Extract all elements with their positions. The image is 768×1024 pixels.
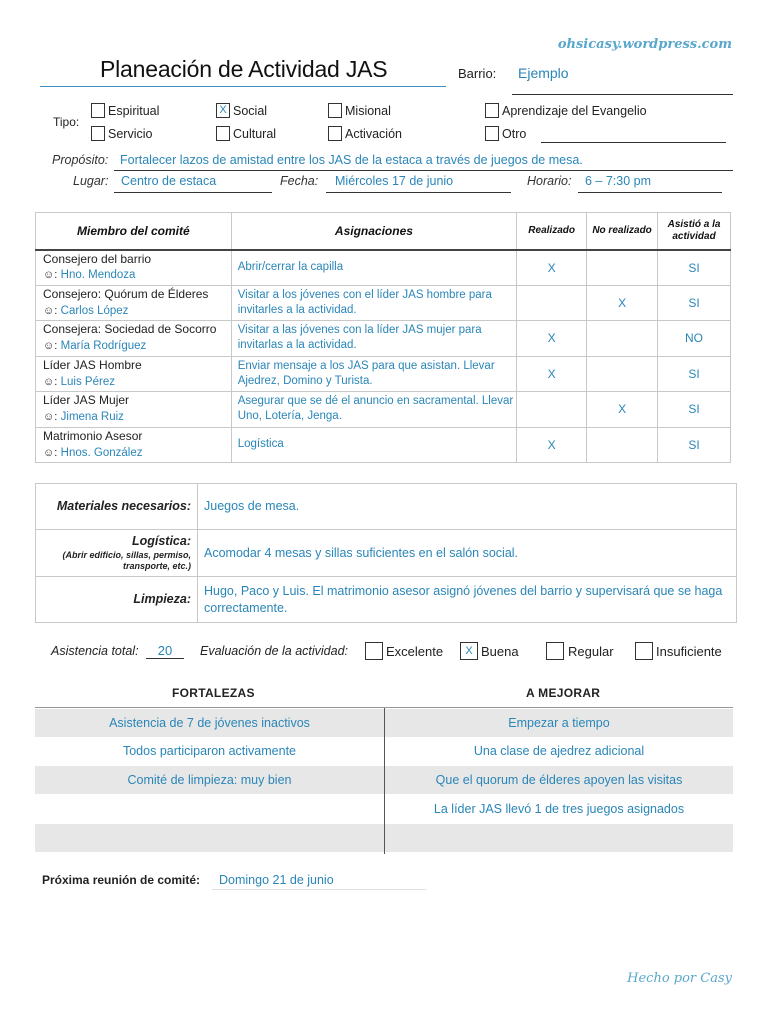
- lugar-label: Lugar:: [73, 174, 109, 188]
- attended-cell[interactable]: SI: [658, 250, 731, 286]
- smiley-icon: ☺:: [43, 411, 58, 424]
- member-role: Consejero del barrio: [43, 251, 152, 266]
- mejorar-item[interactable]: Una clase de ajedrez adicional: [473, 744, 645, 758]
- option-label: Buena: [481, 643, 519, 659]
- col-header-no-realizado: No realizado: [587, 213, 658, 250]
- eval-option-insuficiente[interactable]: [635, 642, 722, 660]
- horario-field[interactable]: 6 – 7:30 pm: [585, 174, 652, 188]
- barrio-field[interactable]: Ejemplo: [518, 65, 569, 81]
- tipo-label: Tipo:: [53, 115, 80, 129]
- table-row: [36, 530, 737, 577]
- attended-cell[interactable]: NO: [658, 321, 731, 357]
- col-header-asignaciones: Asignaciones: [231, 213, 516, 250]
- not-done-cell[interactable]: [587, 321, 658, 357]
- tipo-option-otro[interactable]: [485, 126, 526, 141]
- proxima-underline: [212, 889, 426, 890]
- proposito-field[interactable]: Fortalecer lazos de amistad entre los JAS de la estaca a través de juegos de mesa.: [120, 153, 583, 167]
- table-row: [36, 356, 731, 392]
- footer-credit: Hecho por Casy: [627, 971, 732, 986]
- table-header-row: [36, 213, 731, 250]
- member-role: Líder JAS Mujer: [43, 393, 130, 408]
- assignment-cell[interactable]: Visitar a los jóvenes con el líder JAS hombre para invitarles a la actividad.: [231, 285, 516, 321]
- checkbox[interactable]: [485, 103, 499, 118]
- materials-table: [35, 483, 737, 623]
- asistencia-label: Asistencia total:: [51, 644, 139, 658]
- logistica-hint: (Abrir edificio, sillas, permiso, transporte, etc.): [62, 549, 191, 571]
- eval-option-excelente[interactable]: [365, 642, 443, 660]
- tipo-option-aprendizaje[interactable]: [485, 103, 647, 118]
- committee-table: [35, 212, 731, 463]
- column-divider: [384, 708, 385, 854]
- col-header-realizado: Realizado: [517, 213, 587, 250]
- fortaleza-item[interactable]: [35, 795, 384, 823]
- eval-option-regular[interactable]: [546, 642, 614, 660]
- table-row: [36, 321, 731, 357]
- member-cell: [36, 427, 232, 463]
- option-label: Activación: [345, 126, 402, 141]
- assignment-cell[interactable]: Logística: [231, 427, 516, 463]
- option-label: Social: [233, 103, 268, 118]
- limpieza-label: Limpieza:: [36, 577, 198, 623]
- horario-underline: [578, 192, 722, 193]
- tipo-option-misional[interactable]: [328, 103, 391, 118]
- lugar-underline: [114, 192, 272, 193]
- mejorar-item[interactable]: La líder JAS llevó 1 de tres juegos asignados: [433, 802, 685, 816]
- member-cell: [36, 356, 232, 392]
- attended-cell[interactable]: SI: [658, 356, 731, 392]
- fortaleza-item[interactable]: Asistencia de 7 de jóvenes inactivos: [35, 709, 384, 737]
- option-label: Insuficiente: [656, 643, 722, 659]
- col-header-asistio: Asistió a la actividad: [658, 213, 731, 250]
- done-cell[interactable]: [517, 285, 587, 321]
- checkbox[interactable]: X: [216, 103, 230, 118]
- not-done-cell[interactable]: [587, 250, 658, 286]
- member-role: Líder JAS Hombre: [43, 357, 142, 372]
- member-name[interactable]: Hnos. González: [60, 446, 143, 459]
- mejorar-item[interactable]: Que el quorum de élderes apoyen las visitas: [385, 766, 733, 794]
- checkbox[interactable]: [328, 103, 342, 118]
- attended-cell[interactable]: SI: [658, 285, 731, 321]
- done-cell[interactable]: X: [517, 427, 587, 463]
- table-row: [36, 484, 737, 530]
- assignment-cell[interactable]: Visitar a las jóvenes con la líder JAS mujer para invitarlas a la actividad.: [231, 321, 516, 357]
- attended-cell[interactable]: SI: [658, 392, 731, 428]
- checkbox[interactable]: [546, 642, 564, 660]
- attended-cell[interactable]: SI: [658, 427, 731, 463]
- fortaleza-item[interactable]: [35, 824, 384, 852]
- member-cell: [36, 392, 232, 428]
- not-done-cell[interactable]: [587, 356, 658, 392]
- proxima-label: Próxima reunión de comité:: [42, 873, 201, 887]
- option-label: Cultural: [233, 126, 277, 141]
- materiales-label: Materiales necesarios:: [36, 484, 198, 530]
- checkbox[interactable]: [91, 103, 105, 118]
- title-underline: [40, 86, 446, 87]
- table-row: [36, 427, 731, 463]
- limpieza-field[interactable]: Hugo, Paco y Luis. El matrimonio asesor asignó jóvenes del barrio y supervisará que se haga correctamente.: [198, 577, 737, 623]
- member-cell: [36, 250, 232, 286]
- option-label: Regular: [568, 643, 614, 659]
- not-done-cell[interactable]: X: [587, 285, 658, 321]
- fortaleza-item[interactable]: Todos participaron activamente: [122, 744, 296, 758]
- fecha-underline: [326, 192, 511, 193]
- assignment-cell[interactable]: Abrir/cerrar la capilla: [231, 250, 516, 286]
- mejorar-item[interactable]: Empezar a tiempo: [385, 709, 733, 737]
- mejorar-header: A MEJORAR: [526, 686, 601, 700]
- option-label: Espiritual: [108, 103, 160, 118]
- table-row: [36, 250, 731, 286]
- col-header-miembro: Miembro del comité: [36, 213, 232, 250]
- proposito-label: Propósito:: [52, 153, 109, 167]
- materiales-field[interactable]: Juegos de mesa.: [198, 484, 737, 530]
- barrio-label: Barrio:: [458, 66, 497, 81]
- table-row: [36, 392, 731, 428]
- checkbox[interactable]: [216, 126, 230, 141]
- tipo-option-espiritual[interactable]: [91, 103, 159, 118]
- smiley-icon: ☺:: [43, 269, 58, 282]
- smiley-icon: ☺:: [43, 446, 58, 459]
- done-cell[interactable]: X: [517, 356, 587, 392]
- not-done-cell[interactable]: [587, 427, 658, 463]
- table-row: [36, 285, 731, 321]
- assignment-cell[interactable]: Asegurar que se dé el anuncio en sacramental. Llevar Uno, Lotería, Jenga.: [231, 392, 516, 428]
- assignment-cell[interactable]: Enviar mensaje a los JAS para que asistan. Llevar Ajedrez, Domino y Turista.: [231, 356, 516, 392]
- done-cell[interactable]: [517, 392, 587, 428]
- done-cell[interactable]: X: [517, 321, 587, 357]
- checkbox[interactable]: [485, 126, 499, 141]
- smiley-icon: ☺:: [43, 340, 58, 353]
- mejorar-item[interactable]: [385, 824, 733, 852]
- tipo-option-servicio[interactable]: [91, 126, 152, 141]
- member-name[interactable]: Carlos López: [60, 304, 129, 317]
- done-cell[interactable]: X: [517, 250, 587, 286]
- tipo-option-social[interactable]: [216, 103, 267, 118]
- logistica-label: Logística: (Abrir edificio, sillas, permiso, transporte, etc.): [36, 530, 198, 577]
- not-done-cell[interactable]: X: [587, 392, 658, 428]
- site-url: ohsicasy.wordpress.com: [557, 37, 732, 52]
- fortalezas-header: FORTALEZAS: [172, 686, 255, 700]
- option-label: Misional: [345, 103, 391, 118]
- table-row: [36, 577, 737, 623]
- member-name[interactable]: Luis Pérez: [60, 375, 115, 388]
- barrio-underline: [512, 94, 733, 95]
- option-label: Otro: [502, 126, 527, 141]
- checkbox[interactable]: [328, 126, 342, 141]
- eval-option-buena[interactable]: [460, 642, 519, 660]
- smiley-icon: ☺:: [43, 304, 58, 317]
- checkbox[interactable]: [635, 642, 653, 660]
- member-role: Consejera: Sociedad de Socorro: [43, 322, 217, 337]
- smiley-icon: ☺:: [43, 375, 58, 388]
- lugar-field[interactable]: Centro de estaca: [121, 174, 217, 188]
- checkbox[interactable]: X: [460, 642, 478, 660]
- fecha-field[interactable]: Miércoles 17 de junio: [335, 174, 454, 188]
- member-name[interactable]: Jimena Ruiz: [60, 411, 124, 424]
- member-cell: [36, 285, 232, 321]
- fecha-label: Fecha:: [280, 174, 319, 188]
- logistica-field[interactable]: Acomodar 4 mesas y sillas suficientes en el salón social.: [198, 530, 737, 577]
- member-name[interactable]: Hno. Mendoza: [60, 269, 136, 282]
- tipo-option-cultural[interactable]: [216, 126, 276, 141]
- checkbox[interactable]: [91, 126, 105, 141]
- proxima-field[interactable]: Domingo 21 de junio: [219, 873, 334, 887]
- horario-label: Horario:: [527, 174, 572, 188]
- member-name[interactable]: María Rodríguez: [60, 340, 147, 353]
- checkbox[interactable]: [365, 642, 383, 660]
- page-title: Planeación de Actividad JAS: [100, 56, 388, 82]
- option-label: Aprendizaje del Evangelio: [502, 103, 647, 118]
- member-role: Consejero: Quórum de Élderes: [43, 286, 209, 301]
- member-cell: [36, 321, 232, 357]
- fortaleza-item[interactable]: Comité de limpieza: muy bien: [35, 766, 384, 794]
- otro-field[interactable]: [541, 142, 726, 143]
- evaluacion-label: Evaluación de la actividad:: [200, 644, 349, 658]
- option-label: Excelente: [386, 643, 444, 659]
- tipo-option-activacion[interactable]: [328, 126, 402, 141]
- option-label: Servicio: [108, 126, 153, 141]
- asistencia-field[interactable]: 20: [146, 643, 184, 659]
- proposito-underline: [114, 170, 733, 171]
- member-role: Matrimonio Asesor: [43, 428, 143, 443]
